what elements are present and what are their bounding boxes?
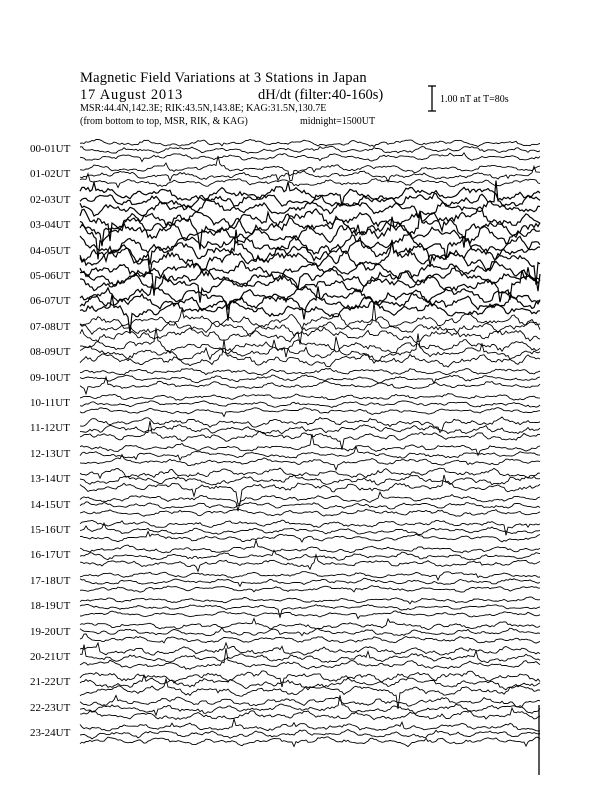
hour-label-00-01UT: 00-01UT [30, 143, 71, 155]
chart-title: Magnetic Field Variations at 3 Stations in Japan [80, 70, 367, 86]
trace-RIK-00-01UT [80, 146, 540, 153]
hour-row-18-19UT [80, 597, 540, 619]
hour-row-19-20UT [80, 619, 540, 644]
trace-MSR-18-19UT [80, 597, 540, 604]
hour-row-16-17UT [80, 540, 540, 571]
hour-label-03-04UT: 03-04UT [30, 219, 71, 232]
trace-RIK-23-24UT [80, 730, 540, 739]
trace-KAG-18-19UT [80, 611, 540, 619]
hour-label-12-13UT: 12-13UT [30, 447, 71, 460]
trace-RIK-13-14UT [80, 475, 540, 485]
hour-row-12-13UT [80, 434, 540, 470]
trace-KAG-23-24UT [80, 737, 540, 747]
hour-row-15-16UT [80, 520, 540, 542]
trace-RIK-04-05UT [80, 230, 540, 266]
hour-label-20-21UT: 20-21UT [30, 651, 71, 663]
hour-row-14-15UT [80, 492, 540, 516]
hour-label-01-02UT: 01-02UT [30, 168, 71, 181]
hour-label-05-06UT: 05-06UT [30, 270, 71, 282]
trace-KAG-12-13UT [80, 455, 540, 470]
trace-RIK-14-15UT [80, 502, 540, 509]
trace-MSR-10-11UT [80, 394, 540, 401]
hour-row-17-18UT [80, 572, 540, 592]
trace-RIK-16-17UT [80, 550, 540, 560]
trace-RIK-09-10UT [80, 375, 540, 383]
trace-MSR-00-01UT [80, 140, 540, 147]
midnight-note: midnight=1500UT [300, 116, 376, 127]
trace-KAG-10-11UT [80, 408, 540, 417]
hour-label-17-18UT: 17-18UT [30, 574, 71, 587]
trace-MSR-20-21UT [80, 643, 540, 655]
hour-row-07-08UT [80, 302, 540, 345]
trace-RIK-10-11UT [80, 401, 540, 408]
trace-KAG-20-21UT [80, 648, 540, 669]
trace-KAG-13-14UT [80, 475, 540, 504]
trace-KAG-19-20UT [80, 634, 540, 643]
hour-label-23-24UT: 23-24UT [30, 727, 71, 740]
hour-label-15-16UT: 15-16UT [30, 524, 71, 536]
scale-bar-label: 1.00 nT at T=80s [440, 94, 509, 105]
station-coordinates: MSR:44.4N,142.3E; RIK:43.5N,143.8E; KAG:31.5N,130.7E [80, 103, 327, 114]
trace-MSR-17-18UT [80, 572, 540, 580]
hour-label-21-22UT: 21-22UT [30, 676, 71, 689]
trace-MSR-22-23UT [80, 695, 540, 707]
trace-KAG-00-01UT [80, 153, 540, 162]
trace-MSR-14-15UT [80, 492, 540, 511]
chart-filter: dH/dt (filter:40-160s) [258, 87, 384, 103]
hour-label-19-20UT: 19-20UT [30, 625, 71, 638]
hour-row-22-23UT [80, 695, 540, 719]
hour-label-04-05UT: 04-05UT [30, 244, 71, 257]
trace-RIK-17-18UT [80, 578, 540, 586]
trace-KAG-14-15UT [80, 509, 540, 516]
hour-label-09-10UT: 09-10UT [30, 371, 71, 384]
trace-MSR-09-10UT [80, 368, 540, 375]
hour-label-16-17UT: 16-17UT [30, 549, 71, 562]
hour-row-09-10UT [80, 368, 540, 394]
hour-label-13-14UT: 13-14UT [30, 473, 71, 486]
hour-row-01-02UT [80, 156, 540, 188]
hour-row-20-21UT [80, 643, 540, 669]
hour-row-06-07UT [80, 285, 540, 334]
hour-label-08-09UT: 08-09UT [30, 346, 71, 359]
scale-bar [428, 86, 436, 111]
trace-RIK-08-09UT [80, 334, 540, 362]
hour-label-14-15UT: 14-15UT [30, 498, 71, 511]
hour-label-06-07UT: 06-07UT [30, 295, 71, 308]
hour-row-10-11UT [80, 394, 540, 417]
hour-label-10-11UT: 10-11UT [30, 397, 70, 409]
hour-label-11-12UT: 11-12UT [30, 422, 70, 435]
trace-MSR-16-17UT [80, 540, 540, 553]
trace-MSR-19-20UT [80, 619, 540, 630]
trace-KAG-17-18UT [80, 586, 540, 593]
trace-MSR-23-24UT [80, 719, 540, 731]
trace-MSR-08-09UT [80, 328, 540, 357]
chart-date: 17 August 2013 [80, 87, 184, 103]
hour-label-22-23UT: 22-23UT [30, 701, 71, 714]
hour-label-02-03UT: 02-03UT [30, 193, 71, 206]
station-order-note: (from bottom to top, MSR, RIK, & KAG) [80, 116, 248, 127]
hour-row-23-24UT [80, 719, 540, 747]
hour-label-07-08UT: 07-08UT [30, 320, 71, 333]
hour-row-00-01UT [80, 140, 540, 162]
trace-KAG-22-23UT [80, 708, 540, 720]
trace-MSR-13-14UT [80, 468, 540, 478]
hour-label-18-19UT: 18-19UT [30, 600, 71, 613]
